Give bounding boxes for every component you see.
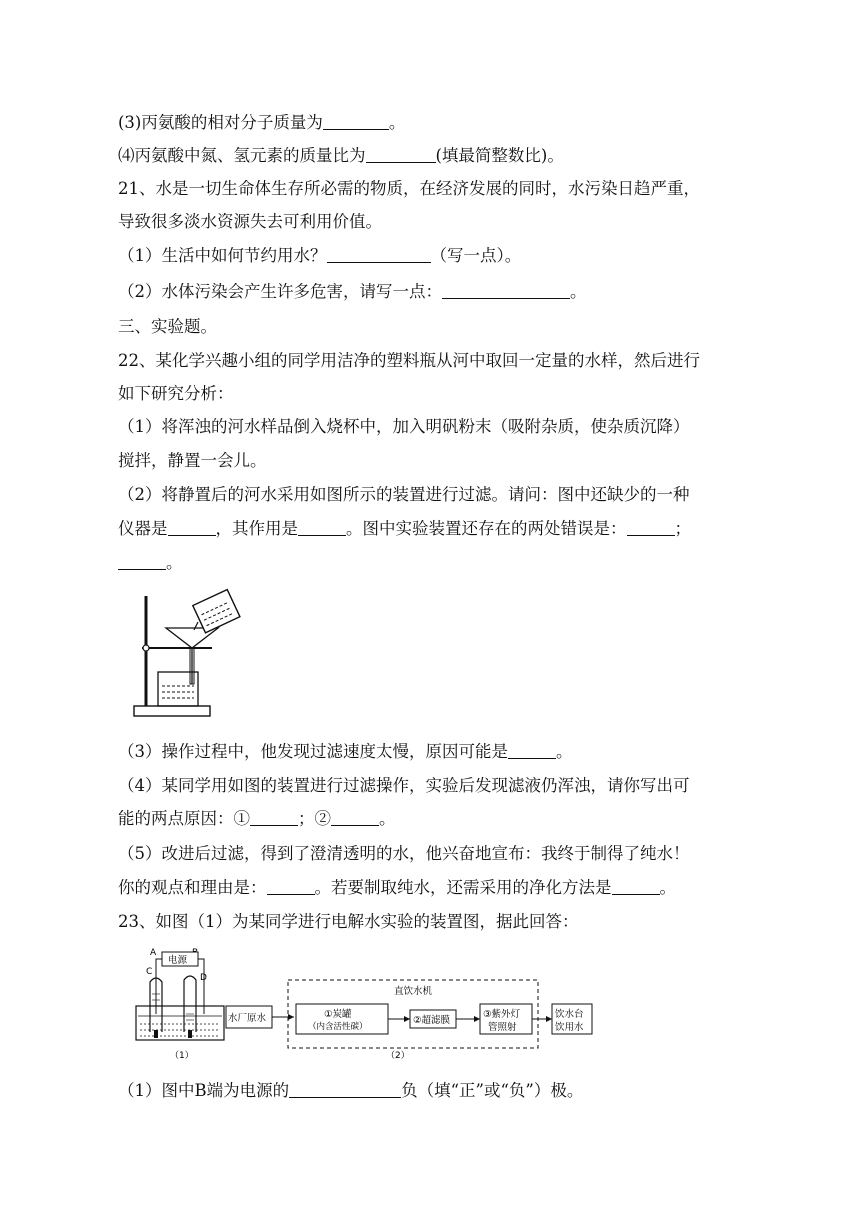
power-label: 电源	[168, 955, 188, 966]
question-22-2-end: 。	[118, 552, 183, 574]
question-22-4: （4）某同学用如图的装置进行过滤操作，实验后发现滤液仍浑浊，请你写出可	[118, 776, 690, 795]
question-22-2-cont: 仪器是 ，其作用是 。图中实验装置还存在的两处错误是： ；	[118, 519, 691, 538]
answer-blank[interactable]	[508, 742, 556, 759]
question-22-3: （3）操作过程中，他发现过滤速度太慢，原因可能是 。	[118, 742, 573, 761]
question-21-stem: 21、水是一切生命体生存所必需的物质，在经济发展的同时，水污染日趋严重，	[118, 179, 700, 198]
output-label: 饮水台	[555, 1009, 584, 1020]
answer-blank[interactable]	[289, 1081, 401, 1098]
electrolysis-and-water-machine-figure	[130, 944, 600, 1062]
answer-blank[interactable]	[331, 809, 379, 826]
source-label: 水厂原水	[228, 1013, 267, 1024]
question-22-4-cont: 能的两点原因：① ；② 。	[118, 809, 396, 828]
machine-label: 直饮水机	[394, 986, 433, 997]
question-20-3: (3)丙氨酸的相对分子质量为 。	[118, 113, 406, 132]
question-22-stem-cont: 如下研究分析：	[118, 384, 234, 403]
answer-blank[interactable]	[627, 519, 675, 536]
question-22-stem: 22、某化学兴趣小组的同学用洁净的塑料瓶从河中取回一定量的水样，然后进行	[118, 351, 700, 370]
answer-blank[interactable]	[612, 878, 660, 895]
question-21-2: （2）水体污染会产生许多危害，请写一点： 。	[118, 282, 587, 301]
question-22-5: （5）改进后过滤，得到了澄清透明的水，他兴奋地宣布：我终于制得了纯水！	[118, 844, 690, 863]
answer-blank[interactable]	[168, 519, 216, 536]
section-heading: 三、实验题。	[118, 317, 217, 336]
answer-blank[interactable]	[442, 282, 570, 299]
answer-blank[interactable]	[118, 553, 166, 570]
question-20-4: ⑷丙氨酸中氮、氢元素的质量比为 (填最简整数比)。	[118, 146, 564, 165]
question-21-1: （1）生活中如何节约用水？ （写一点）。	[118, 246, 522, 265]
answer-blank[interactable]	[267, 878, 315, 895]
answer-blank[interactable]	[327, 246, 431, 263]
label-d: D	[200, 973, 207, 983]
question-22-1: （1）将浑浊的河水样品倒入烧杯中，加入明矾粉末（吸附杂质，使杂质沉降）	[118, 417, 690, 436]
answer-blank[interactable]	[323, 113, 389, 130]
step-3-sub: 管照射	[488, 1022, 517, 1033]
question-22-5-cont: 你的观点和理由是： 。若要制取纯水，还需采用的净化方法是 。	[118, 878, 676, 897]
step-1-label: ①炭罐	[324, 1009, 352, 1020]
question-22-1-cont: 搅拌，静置一会儿。	[118, 451, 267, 470]
answer-blank[interactable]	[250, 809, 298, 826]
caption-1: （1）	[170, 1051, 194, 1061]
caption-2: （2）	[386, 1051, 410, 1061]
question-23-1: （1）图中B端为电源的 负（填“正”或“负”）极。	[118, 1081, 584, 1100]
label-a: A	[150, 948, 157, 958]
step-3-label: ③紫外灯	[483, 1009, 521, 1020]
label-c: C	[146, 967, 153, 977]
filtration-apparatus-figure	[128, 586, 248, 720]
question-23-stem: 23、如图（1）为某同学进行电解水实验的装置图，据此回答：	[118, 912, 579, 931]
step-2-label: ②超滤膜	[413, 1015, 451, 1026]
answer-blank[interactable]	[298, 519, 346, 536]
answer-blank[interactable]	[366, 146, 436, 163]
question-21-stem-cont: 导致很多淡水资源失去可利用价值。	[118, 212, 382, 231]
output-sub: 饮用水	[555, 1022, 584, 1033]
step-1-sub: （内含活性碳）	[308, 1022, 368, 1032]
question-22-2: （2）将静置后的河水采用如图所示的装置进行过滤。请问：图中还缺少的一种	[118, 485, 690, 504]
